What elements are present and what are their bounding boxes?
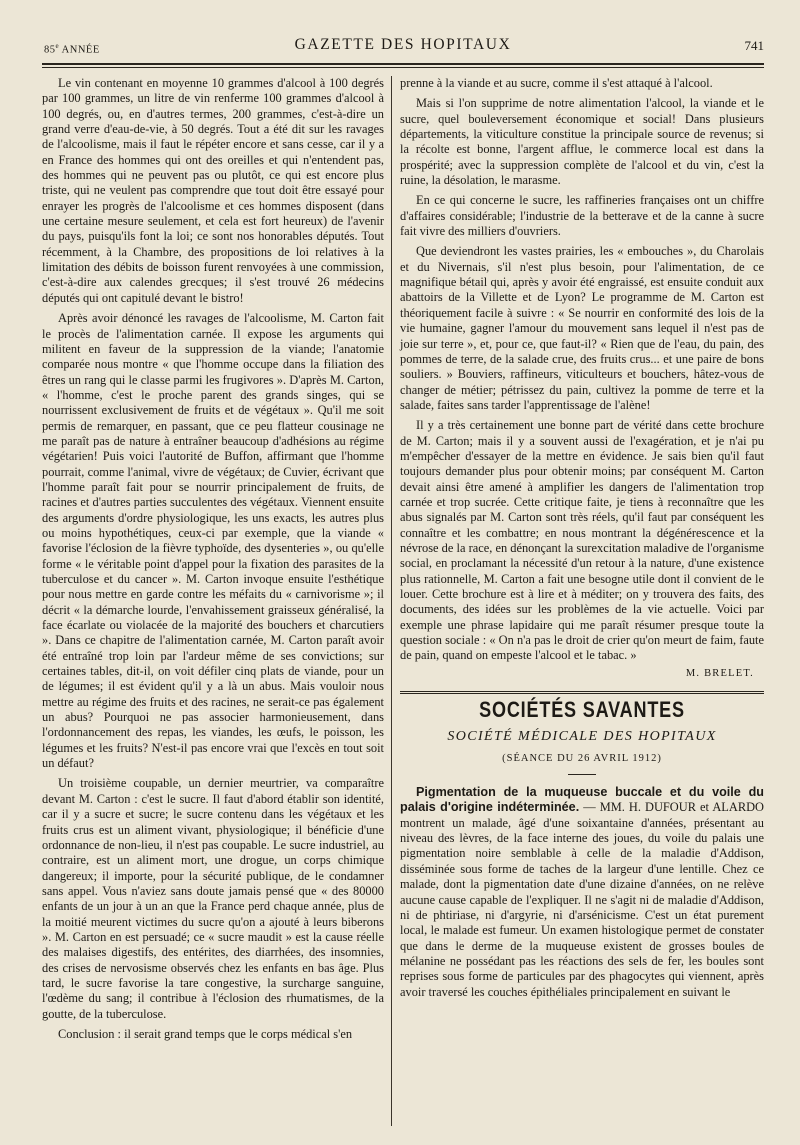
paragraph: Conclusion : il serait grand temps que le corps médical s'en [58,1026,353,1041]
article-title: Pigmentation de la muqueuse buccale et du voile du palais d'origine indéterminée. [400,785,764,815]
author-signature: M. BRELET. [685,667,754,679]
paragraph: Après avoir dénoncé les ravages de l'alcoolisme, M. Carton fait le procès de l'alimentation carnée. Il expose les arguments qui militent en faveur de la suppression de la viande; l'anatomie comparée nous montre « que l'homme occupe dans la filiation des êtres un rang qui le classe parmi les frugivores ». D'après M. Carton, « l'homme, c'est le proche parent des grands singes, qui se nourrissent exclusivement de fruits et de végétaux ». Qu'il me soit permis de remarquer, en passant, que ce peu flatteur cousinage ne me paraît pas de nature à entraîner beaucoup d'adhésions au régime végétarien! Puis voici l'autorité de Buffon, affirmant que l'homme pourrait, comme l'animal, vivre de végétaux; de Cuvier, écrivant que l'homme paraît fait pour se nourrir principalement de fruits, de racines et d'autres parties succulentes des végétaux. Viennent ensuite des arguments d'ordre physiologique, les uns exacts, les autres plus ou moins hypothétiques, ceux-ci par exemple, que la viande « favorise l'éclosion de la fièvre typhoïde, des dysenteries », ou qu'elle forme « le véritable point d'appel pour la fixation des parasites de la tuberculose et du cancer ». M. Carton invoque ensuite l'esthétique pour nous mettre en garde contre les méfaits du « carnivorisme »; il décrit « la démarche lourde, l'envahissement graisseux généralisé, la face écarlate ou violacée de la majorité des bouchers et charcutiers ». Dans ce chapitre de l'alimentation carnée, M. Carton paraît avoir été entraîné trop loin par l'ardeur même de ses convictions; sur certaines tables, dit-il, on voit défiler cinq plats de viande, pour un de légumes; il est évident qu'il y a là un abus. Mais vouloir nous mettre au régime des fruits et des racines, ne serait-ce pas également un abus? Pourquoi ne pas associer harmonieusement, dans l'ordonnancement des repas, les viandes, les œufs, le poisson, les légumes et les fruits? N'est-il pas encore vrai que l'excès en tout soit un défaut? [42,311,384,771]
paragraph: prenne à la viande et au sucre, comme il s'est attaqué à l'alcool. [400,76,713,90]
volume-year: 85e ANNÉE [44,42,100,56]
paragraph: Mais si l'on supprime de notre alimentation l'alcool, la viande et le sucre, quel bouleversement économique et social! Dans plusieurs départements, la viticulture constitue la principale source de revenus; si la récolte est bonne, l'argent afflue, le commerce local est dans la prospérité; avec la suppression complète de l'alcool et du vin, c'est la ruine, la désolation, le marasme. [400,96,764,188]
paragraph: Que deviendront les vastes prairies, les « embouches », du Charolais et du Nivernais, s'il n'est plus besoin, pour l'alimentation, de ce magnifique bétail qui, après y avoir été engraissé, est ensuite conduit aux abattoirs de la Villette et de Lyon? Le programme de M. Carton est théoriquement facile à suivre : « Se nourrir en conformité des lois de la vie humaine, gagner l'amour du mouvement sans lequel il n'est pas de joie sur terre », et, pour ce, que faut-il? « Rien que de l'eau, du pain, des pommes de terre, de la salade crue, des fruits crus... et une paire de bons souliers. » Bouviers, raffineurs, viticulteurs et bouchers, hâtez-vous de changer de métier; pétrissez du pain, cultivez la pomme de terre et la salade, faites sans tarder l'apprentissage de l'alène! [400,244,764,412]
article-text: — MM. H. DUFOUR et ALARDO montrent un malade, âgé d'une soixantaine d'années, présentant au niveau des lèvres, de la face interne des joues, du voile du palais une pigmentation noire semblable à celle de la maladie d'Addison, disséminée sous forme de taches de la largeur d'une lentille. Chez ce malade, dont la pigmentation date d'une dizaine d'années, on ne relève aucune cause capable de l'expliquer. Il ne s'agit ni de maladie d'Addison, ni de phtiriase, ni d'argyrie, ni d'arsénicisme. C'est un état purement local, le malade est fumeur. Un examen histologique permet de constater que dans le derme de la muqueuse existent de grosses boules de mélanine ne possédant pas les réactions des sels de fer, les boules sont reprises sous forme de particules par des phagocytes qui viennent, après avoir traversé les couches épithéliales principalement en suivant le [400,800,764,999]
column-divider [391,76,392,1126]
left-column [42,76,384,1042]
page-header [42,28,764,62]
paragraph: Le vin contenant en moyenne 10 grammes d'alcool à 100 degrés par 100 grammes, un litre de vin renferme 100 grammes d'alcool à 100 degrés, ou, en d'autres termes, 200 grammes, c'est-à-dire un grand verre d'eau-de-vie, à 50 degrés. Tout a été dit sur les ravages de l'alcoolisme, mais il faut le répéter encore et sans cesse, car il y a en France des hommes qui ont des oreilles et qui n'entendent pas, des hommes qui ne peuvent pas ou plutôt, ce qui est encore plus triste, qui ne veulent pas comprendre que tout doit être essayé pour enrayer les progrès de l'alcoolisme et ces hommes disposent (dans une certaine mesure seulement, et cela est fort heureux) de l'avenir du pays, puisqu'ils font la loi; ce sont nos honorables députés. Tout récemment, à la Chambre, des propositions de loi relatives à la limitation des débits de boisson furent renvoyées à une commission, c'est-à-dire aux calendes grecques; il s'est trouvé 26 médecins députés qui ont capitulé devant le bistro! [42,76,384,305]
article-paragraph [400,785,764,1000]
section-rule [400,691,764,694]
paragraph: Un troisième coupable, un dernier meurtrier, va comparaître devant M. Carton : c'est le sucre. Il faut d'abord établir son identité, car il y a sucre et sucre; le sucre contenu dans les végétaux et les fruits crus est un aliment vivant, physiologique; il bénéficie d'une ordonnance de non-lieu, il n'est pas coupable. Le sucre industriel, au contraire, est un aliment mort, une drogue, un corps chimique dangereux; il importe, pour la sécurité publique, de le condamner sans appel. Vous n'aviez sans doute jamais pensé que « des 80000 enfants de un jour à un an que la France perd chaque année, plus de la moitié meurent victimes du sucre qu'on a ajouté à leurs biberons ». M. Carton en est persuadé; ce « sucre maudit » est la cause réelle des malaises digestifs, des entérites, des diarrhées, des insomnies, des crises de nervosisme observés chez les enfants en bas âge. Plus tard, le sucre favorise la tare congestive, la surcharge sanguine, l'œdème du sang; il contribue à l'éclosion des rhumatismes, de la goutte, de la tuberculose. [42,776,384,1021]
session-date: (SÉANCE DU 26 AVRIL 1912) [502,752,662,764]
society-title: SOCIÉTÉ MÉDICALE DES HOPITAUX [447,729,717,745]
right-column [400,76,764,1000]
page-number: 741 [744,38,764,53]
journal-title: GAZETTE DES HOPITAUX [294,36,512,53]
section-title: SOCIÉTÉS SAVANTES [479,697,685,723]
header-rule [42,63,764,68]
paragraph: Il y a très certainement une bonne part de vérité dans cette brochure de M. Carton; mais il y a souvent aussi de l'exagération, et je n'ai pu m'empêcher d'essayer de la mettre en évidence. Je sais bien qu'il faut toujours demander plus pour obtenir moins; par conséquent M. Carton devait ainsi être amené à amplifier les dangers de l'alimentation trop carnée et trop sucrée. Cette critique faite, je tiens à reconnaître que les abus signalés par M. Carton sont très réels, qu'il faut par conséquent les connaître et les combattre; en nous montrant la dégénérescence et la névrose de la race, en dénonçant la surexcitation maladive de l'organisme social, en proclamant la nécessité d'un retour à la nature, d'une existence plus rationnelle, M. Carton a fait une besogne utile dont il convient de le louer. Cette brochure est à lire et à méditer; on y trouvera des faits, des documents, des idées sur les problèmes de la vie actuelle. Voici par exemple une phrase lapidaire qui me paraît résumer presque toute la question sociale : « On n'a pas le droit de crier qu'on meurt de faim, faute de pain, quand on empeste l'alcool et le tabac. » [400,418,764,663]
short-divider [568,774,596,775]
paragraph: En ce qui concerne le sucre, les raffineries françaises ont un chiffre d'affaires considérable; l'industrie de la betterave et de la canne à sucre fait vivre des milliers d'ouvriers. [400,193,764,239]
